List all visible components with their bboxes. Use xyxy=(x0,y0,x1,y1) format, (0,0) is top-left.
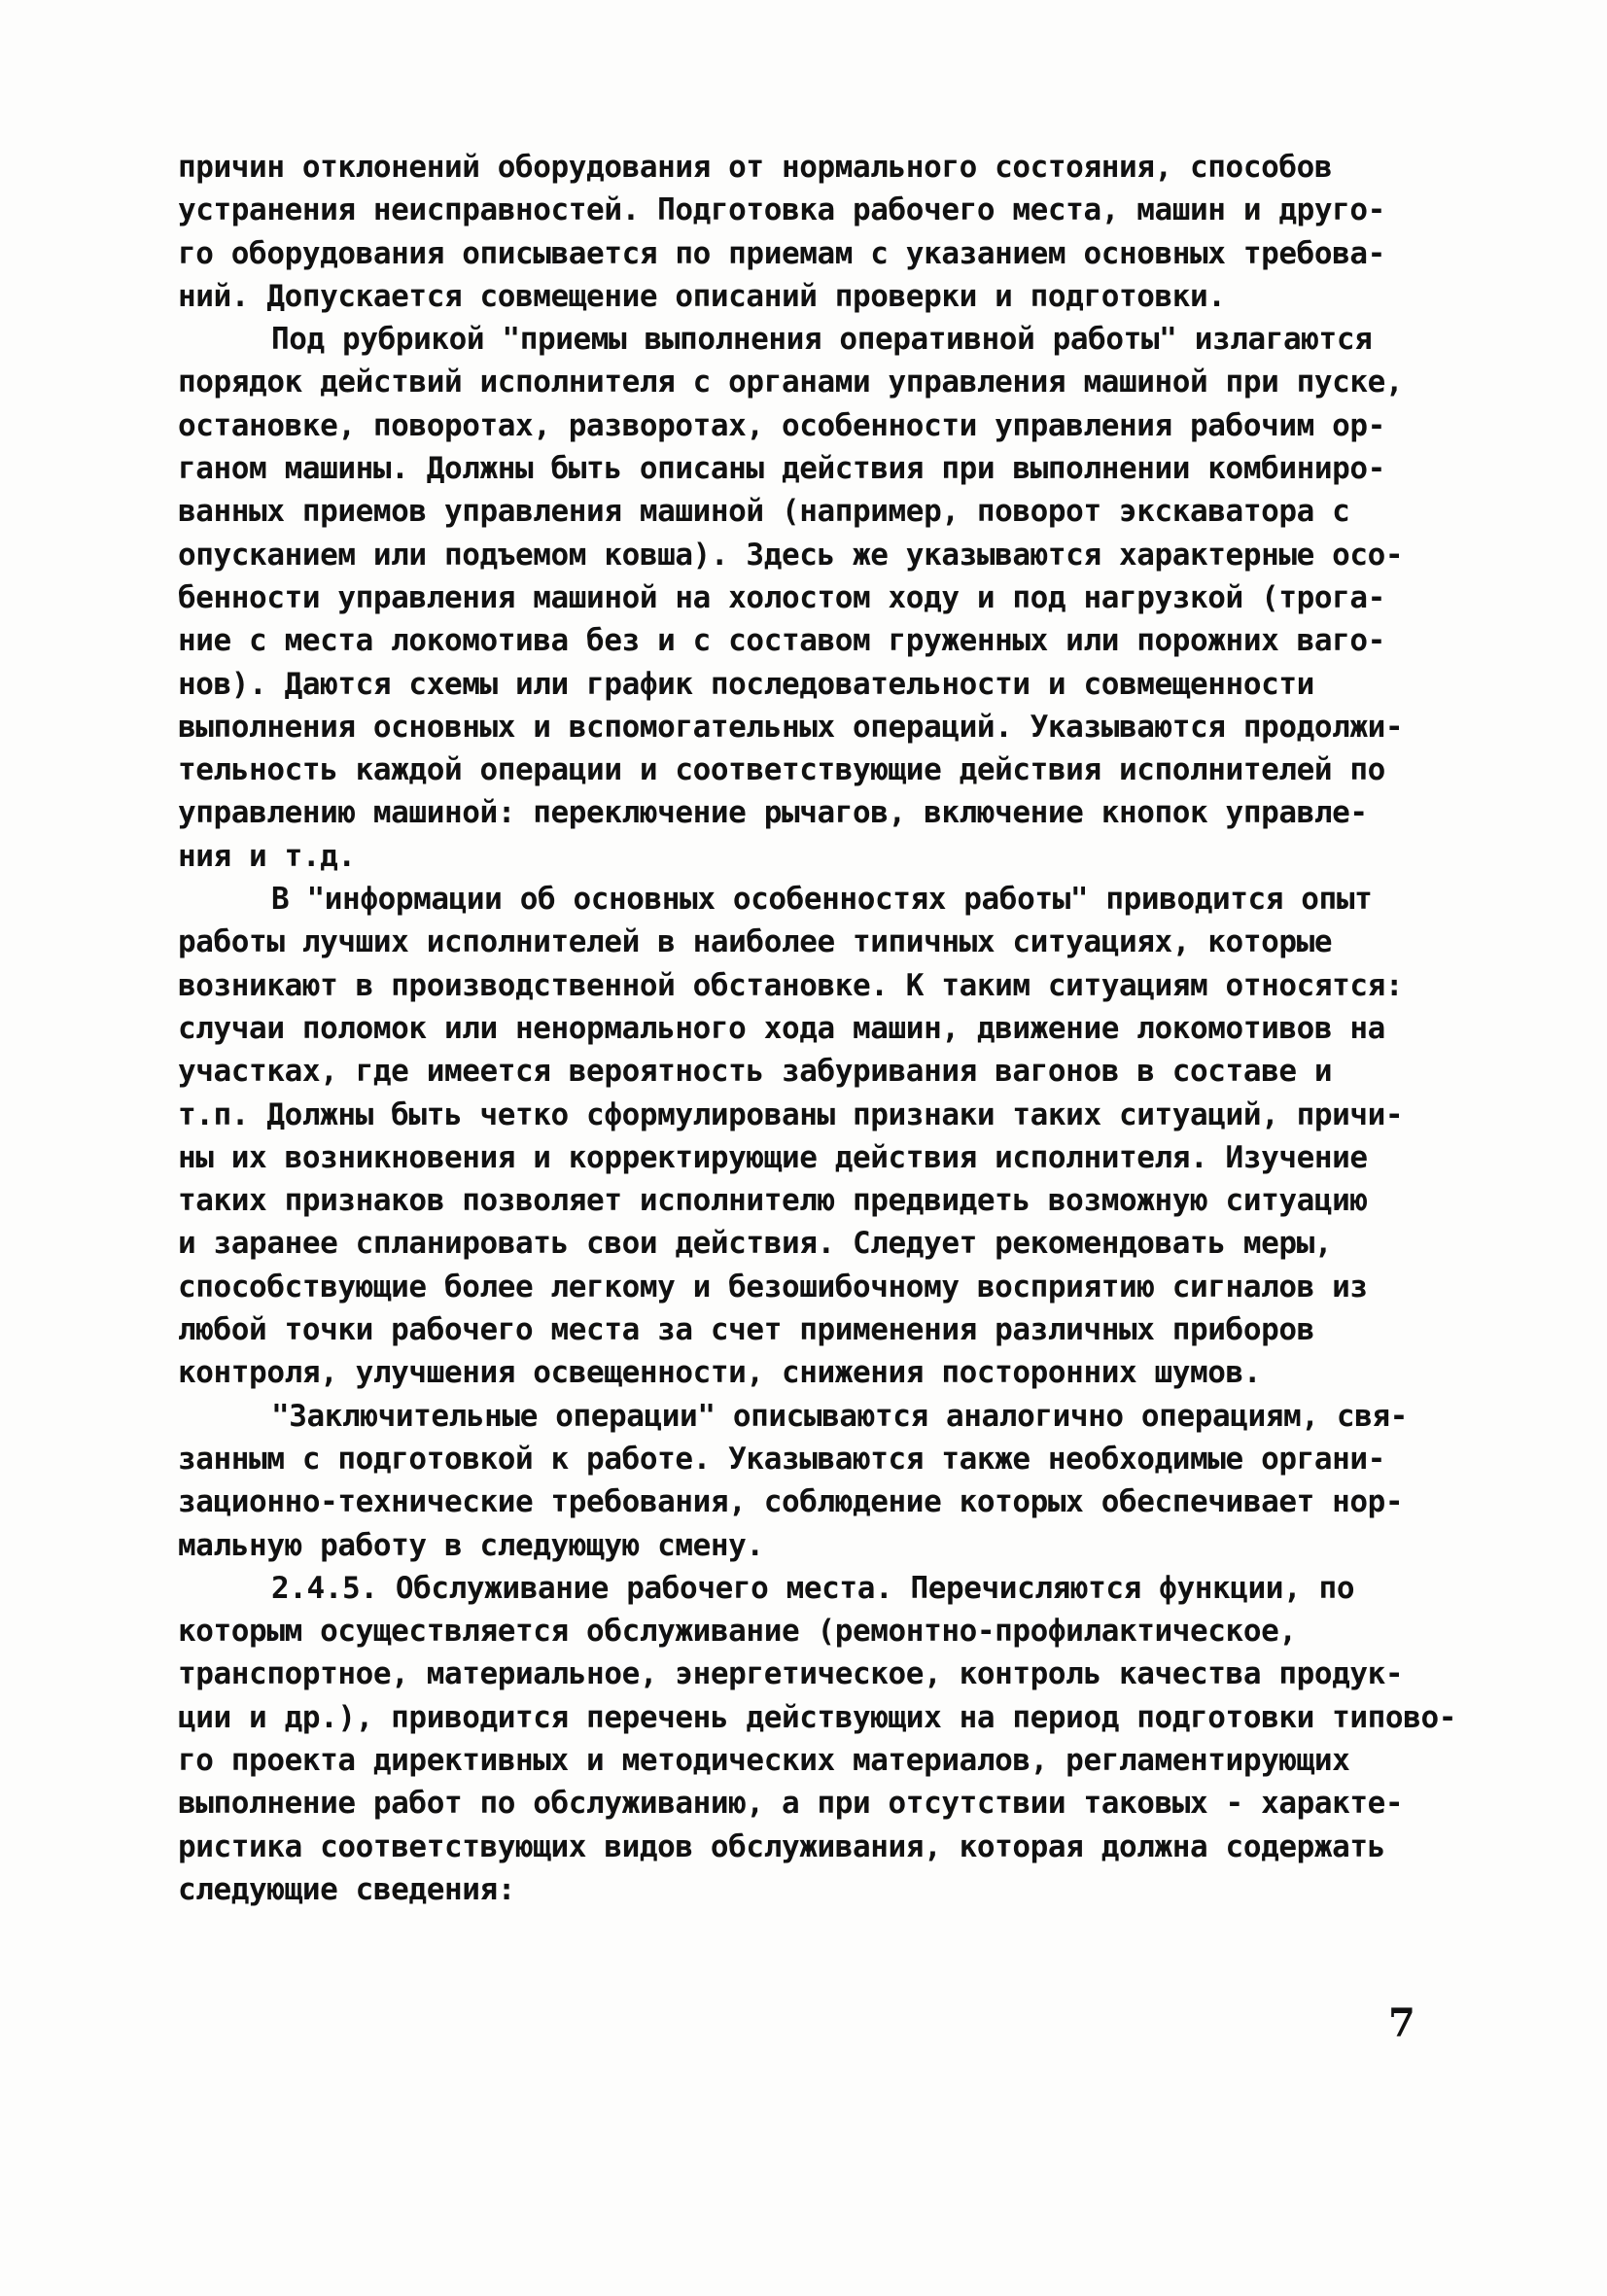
text-line: выполнение работ по обслуживанию, а при отсутствии таковых - характе- xyxy=(178,1786,1404,1822)
text-line: ванных приемов управления машиной (например, поворот экскаватора с xyxy=(178,494,1350,530)
paragraph-start-line: В "информации об основных особенностях работы" приводится опыт xyxy=(271,882,1373,918)
text-line: контроля, улучшения освещенности, снижения посторонних шумов. xyxy=(178,1355,1262,1391)
text-line: транспортное, материальное, энергетическое, контроль качества продук- xyxy=(178,1656,1404,1692)
text-line: го оборудования описывается по приемам с указанием основных требова- xyxy=(178,235,1385,271)
text-line: причин отклонений оборудования от нормального состояния, способов xyxy=(178,150,1333,185)
text-line: участках, где имеется вероятность забуривания вагонов в составе и xyxy=(178,1054,1333,1090)
text-line: занным с подготовкой к работе. Указываются также необходимые органи- xyxy=(178,1441,1385,1477)
text-line: управлению машиной: переключение рычагов, включение кнопок управле- xyxy=(178,795,1368,831)
text-line: ния и т.д. xyxy=(178,838,356,874)
text-line: порядок действий исполнителя с органами управления машиной при пуске, xyxy=(178,365,1404,400)
text-line: ганом машины. Должны быть описаны действия при выполнении комбиниро- xyxy=(178,451,1385,487)
text-line: случаи поломок или ненормального хода машин, движение локомотивов на xyxy=(178,1010,1385,1046)
paragraph-start-line: Под рубрикой "приемы выполнения оперативной работы" излагаются xyxy=(271,322,1373,358)
page-number: 7 xyxy=(1388,2000,1415,2046)
text-line: ристика соответствующих видов обслуживания, которая должна содержать xyxy=(178,1828,1385,1864)
text-line: ны их возникновения и корректирующие действия исполнителя. Изучение xyxy=(178,1139,1368,1175)
text-line: способствующие более легкому и безошибочному восприятию сигналов из xyxy=(178,1269,1368,1305)
text-line: возникают в производственной обстановке. К таким ситуациям относятся: xyxy=(178,967,1404,1003)
text-line: работы лучших исполнителей в наиболее типичных ситуациях, которые xyxy=(178,924,1333,960)
text-line: остановке, поворотах, разворотах, особенности управления рабочим ор- xyxy=(178,407,1385,443)
text-line: зационно-технические требования, соблюдение которых обеспечивает нор- xyxy=(178,1484,1404,1520)
text-line: ний. Допускается совмещение описаний проверки и подготовки. xyxy=(178,278,1226,314)
text-line: и заранее спланировать свои действия. Следует рекомендовать меры, xyxy=(178,1226,1333,1262)
paragraph-start-line: "Заключительные операции" описываются аналогично операциям, свя- xyxy=(271,1398,1408,1434)
text-line: мальную работу в следующую смену. xyxy=(178,1527,764,1563)
text-line: опусканием или подъемом ковша). Здесь же указываются характерные осо- xyxy=(178,537,1404,573)
text-line: которым осуществляется обслуживание (ремонтно-профилактическое, xyxy=(178,1614,1297,1650)
body-text xyxy=(178,146,1510,1911)
text-line: ние с места локомотива без и с составом груженных или порожних ваго- xyxy=(178,623,1385,659)
text-line: следующие сведения: xyxy=(178,1871,516,1907)
text-line: нов). Даются схемы или график последовательности и совмещенности xyxy=(178,666,1314,702)
text-line: бенности управления машиной на холостом ходу и под нагрузкой (трога- xyxy=(178,579,1385,615)
text-line: тельность каждой операции и соответствующие действия исполнителей по xyxy=(178,752,1385,788)
text-line: го проекта директивных и методических материалов, регламентирующих xyxy=(178,1742,1350,1778)
text-line: устранения неисправностей. Подготовка рабочего места, машин и друго- xyxy=(178,192,1385,228)
text-line: таких признаков позволяет исполнителю предвидеть возможную ситуацию xyxy=(178,1183,1368,1219)
text-line: ции и др.), приводится перечень действующих на период подготовки типово- xyxy=(178,1699,1456,1735)
section-heading-line: 2.4.5. Обслуживание рабочего места. Перечисляются функции, по xyxy=(271,1570,1355,1606)
text-line: т.п. Должны быть четко сформулированы признаки таких ситуаций, причи- xyxy=(178,1096,1404,1132)
text-line: любой точки рабочего места за счет применения различных приборов xyxy=(178,1312,1314,1348)
text-line: выполнения основных и вспомогательных операций. Указываются продолжи- xyxy=(178,709,1404,745)
